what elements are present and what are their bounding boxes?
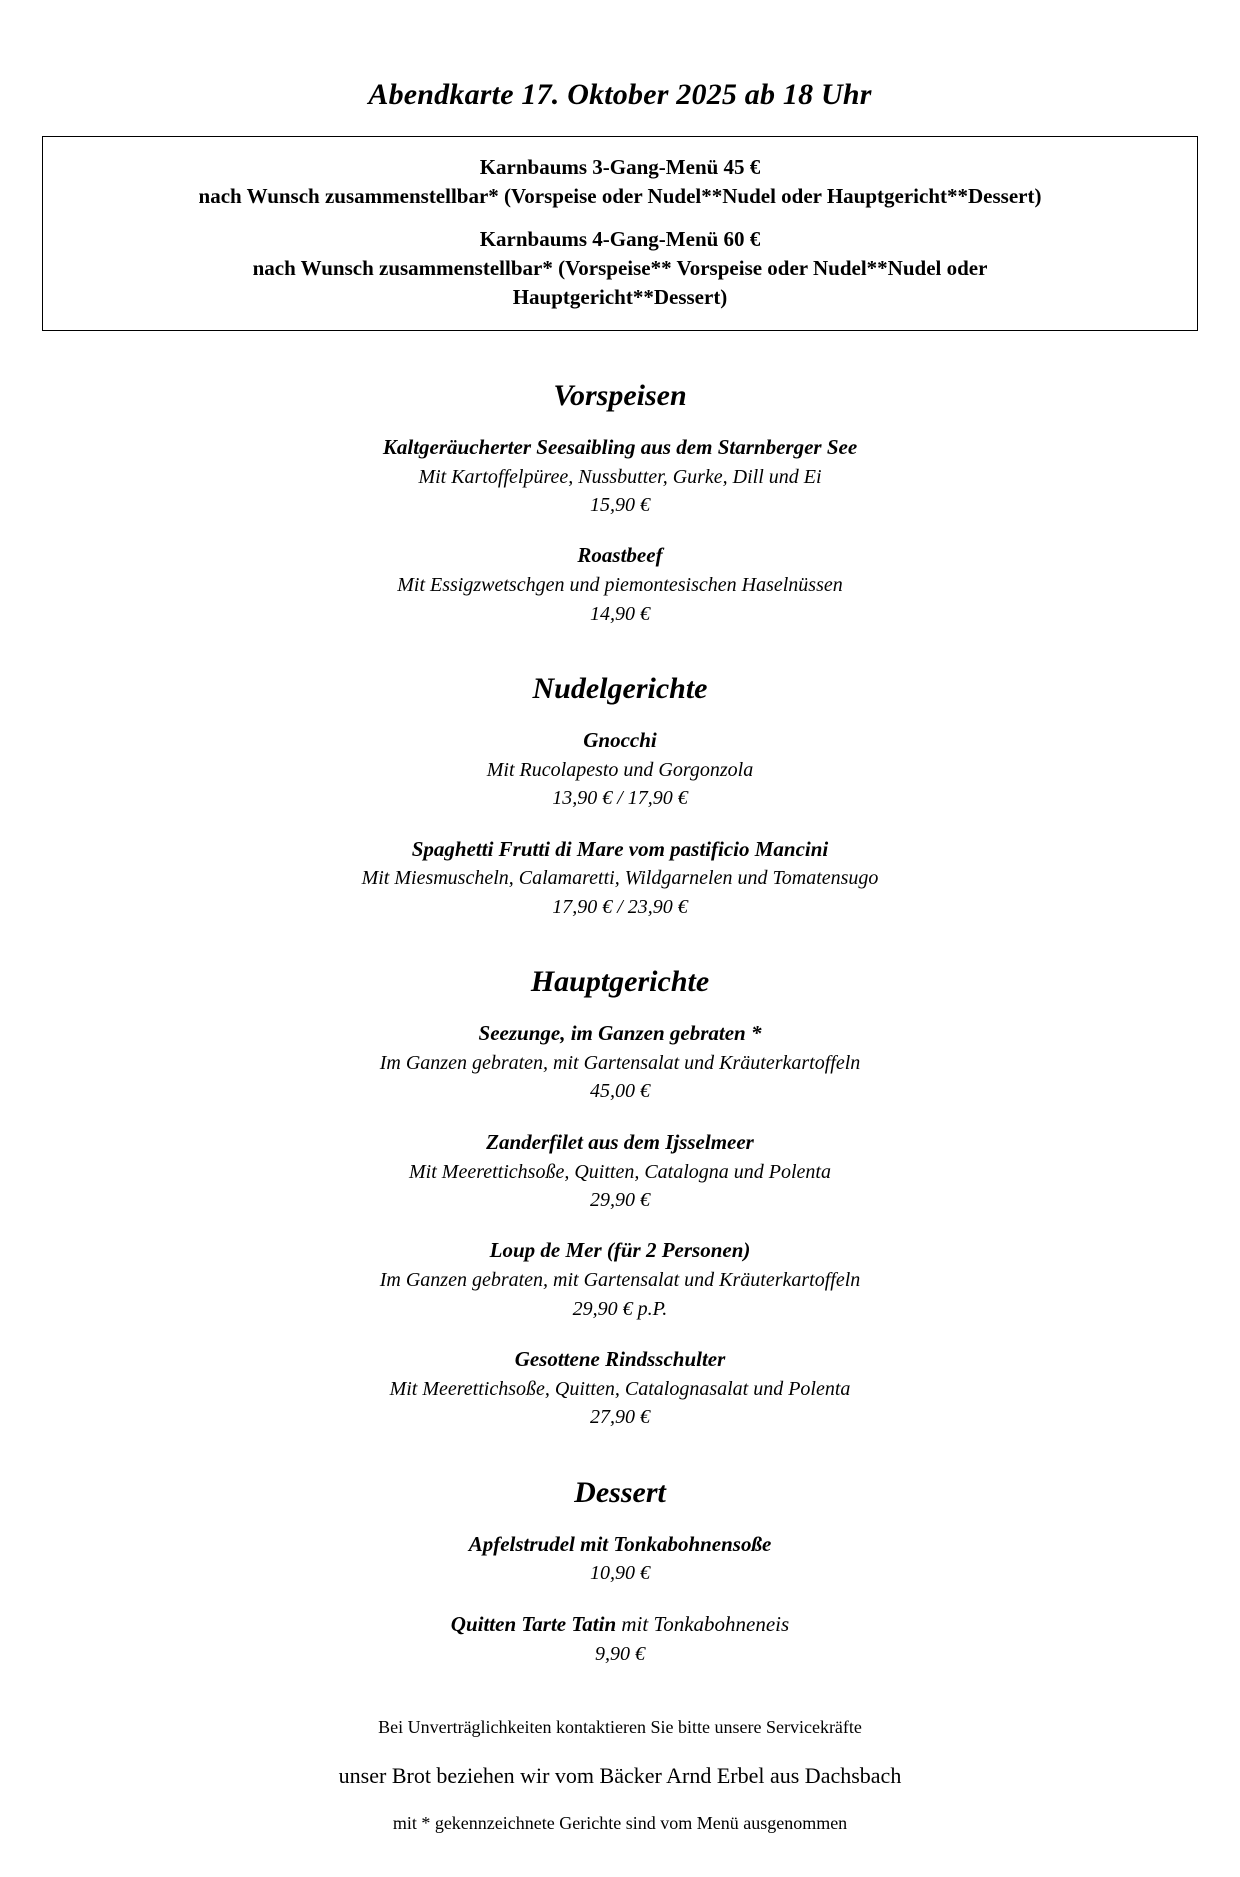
- dish-price: 15,90 €: [590, 494, 650, 517]
- dish-price: 10,90 €: [590, 1562, 650, 1585]
- section-heading-dessert: Dessert: [574, 1475, 666, 1509]
- dish-item: [60, 1345, 1180, 1432]
- dish-name: Gnocchi: [583, 728, 657, 753]
- menu-4gang-desc-line1: nach Wunsch zusammenstellbar* (Vorspeise** Vorspeise oder Nudel**Nudel oder: [252, 255, 988, 280]
- dish-description: Mit Miesmuscheln, Calamaretti, Wildgarnelen und Tomatensugo: [361, 867, 879, 890]
- footer-notes: [60, 1714, 1180, 1837]
- footer-asterisk-note: mit * gekennzeichnete Gerichte sind vom Menü ausgenommen: [392, 1813, 848, 1833]
- dish-name: Gesottene Rindsschulter: [514, 1347, 726, 1371]
- section-heading-vorspeisen: Vorspeisen: [553, 378, 687, 412]
- dish-price: 17,90 € / 23,90 €: [552, 895, 688, 918]
- dish-item: [60, 1530, 1180, 1588]
- dish-price: 27,90 €: [590, 1406, 650, 1429]
- dish-price: 29,90 €: [590, 1189, 650, 1212]
- dish-item: [60, 541, 1180, 628]
- dish-description: Mit Meerettichsoße, Quitten, Catalogna und Polenta: [409, 1160, 831, 1183]
- dish-price: 13,90 € / 17,90 €: [552, 787, 688, 810]
- dish-price: 29,90 € p.P.: [572, 1297, 668, 1320]
- dish-description: Mit Meerettichsoße, Quitten, Catalognasalat und Polenta: [389, 1377, 851, 1400]
- menu-4gang-title: Karnbaums 4-Gang-Menü 60 €: [479, 226, 761, 251]
- dish-price: 9,90 €: [595, 1642, 645, 1665]
- dish-name: Zanderfilet aus dem Ijsselmeer: [486, 1129, 754, 1154]
- dish-item: [60, 1019, 1180, 1106]
- dish-name: Spaghetti Frutti di Mare vom pastificio Mancini: [411, 836, 829, 861]
- dish-item: [60, 726, 1180, 813]
- section-heading-nudelgerichte: Nudelgerichte: [532, 672, 708, 706]
- footer-allergy-note: Bei Unverträglichkeiten kontaktieren Sie bitte unsere Servicekräfte: [378, 1717, 862, 1737]
- menu-4gang-desc-line2: Hauptgericht**Dessert): [512, 284, 728, 309]
- menu-3gang-title: Karnbaums 3-Gang-Menü 45 €: [479, 155, 761, 179]
- dish-price: 45,00 €: [590, 1080, 650, 1103]
- dish-item: [60, 433, 1180, 520]
- dish-name: Roastbeef: [577, 543, 663, 568]
- dish-description: Im Ganzen gebraten, mit Gartensalat und Kräuterkartoffeln: [379, 1269, 861, 1292]
- dish-price: 14,90 €: [590, 602, 650, 625]
- dish-item: [60, 1610, 1180, 1668]
- footer-bread-note: unser Brot beziehen wir vom Bäcker Arnd Erbel aus Dachsbach: [338, 1763, 902, 1788]
- dish-name: Kaltgeräucherter Seesaibling aus dem Starnberger See: [382, 434, 858, 459]
- dish-description: Mit Essigzwetschgen und piemontesischen Haselnüssen: [397, 574, 843, 597]
- dish-name-main: Quitten Tarte Tatin: [450, 1611, 617, 1636]
- menu-3gang-desc: nach Wunsch zusammenstellbar* (Vorspeise oder Nudel**Nudel oder Hauptgericht**Dessert): [198, 183, 1042, 208]
- dish-item: [60, 835, 1180, 922]
- dish-item: [60, 1236, 1180, 1323]
- prix-fixe-box: [42, 136, 1198, 331]
- box-spacer: [69, 211, 1171, 225]
- section-heading-hauptgerichte: Hauptgerichte: [530, 965, 710, 999]
- dish-name-suffix: mit Tonkabohneneis: [616, 1611, 790, 1636]
- dish-name: [60, 1610, 1180, 1640]
- dish-name: Loup de Mer (für 2 Personen): [489, 1238, 751, 1263]
- page-title: Abendkarte 17. Oktober 2025 ab 18 Uhr: [368, 78, 872, 111]
- dish-item: [60, 1128, 1180, 1215]
- dish-name: Seezunge, im Ganzen gebraten *: [478, 1021, 762, 1046]
- dish-description: Im Ganzen gebraten, mit Gartensalat und Kräuterkartoffeln: [379, 1052, 861, 1075]
- dish-description: Mit Kartoffelpüree, Nussbutter, Gurke, Dill und Ei: [418, 465, 822, 488]
- dish-description: Mit Rucolapesto und Gorgonzola: [486, 758, 754, 781]
- dish-name: Apfelstrudel mit Tonkabohnensoße: [468, 1531, 772, 1556]
